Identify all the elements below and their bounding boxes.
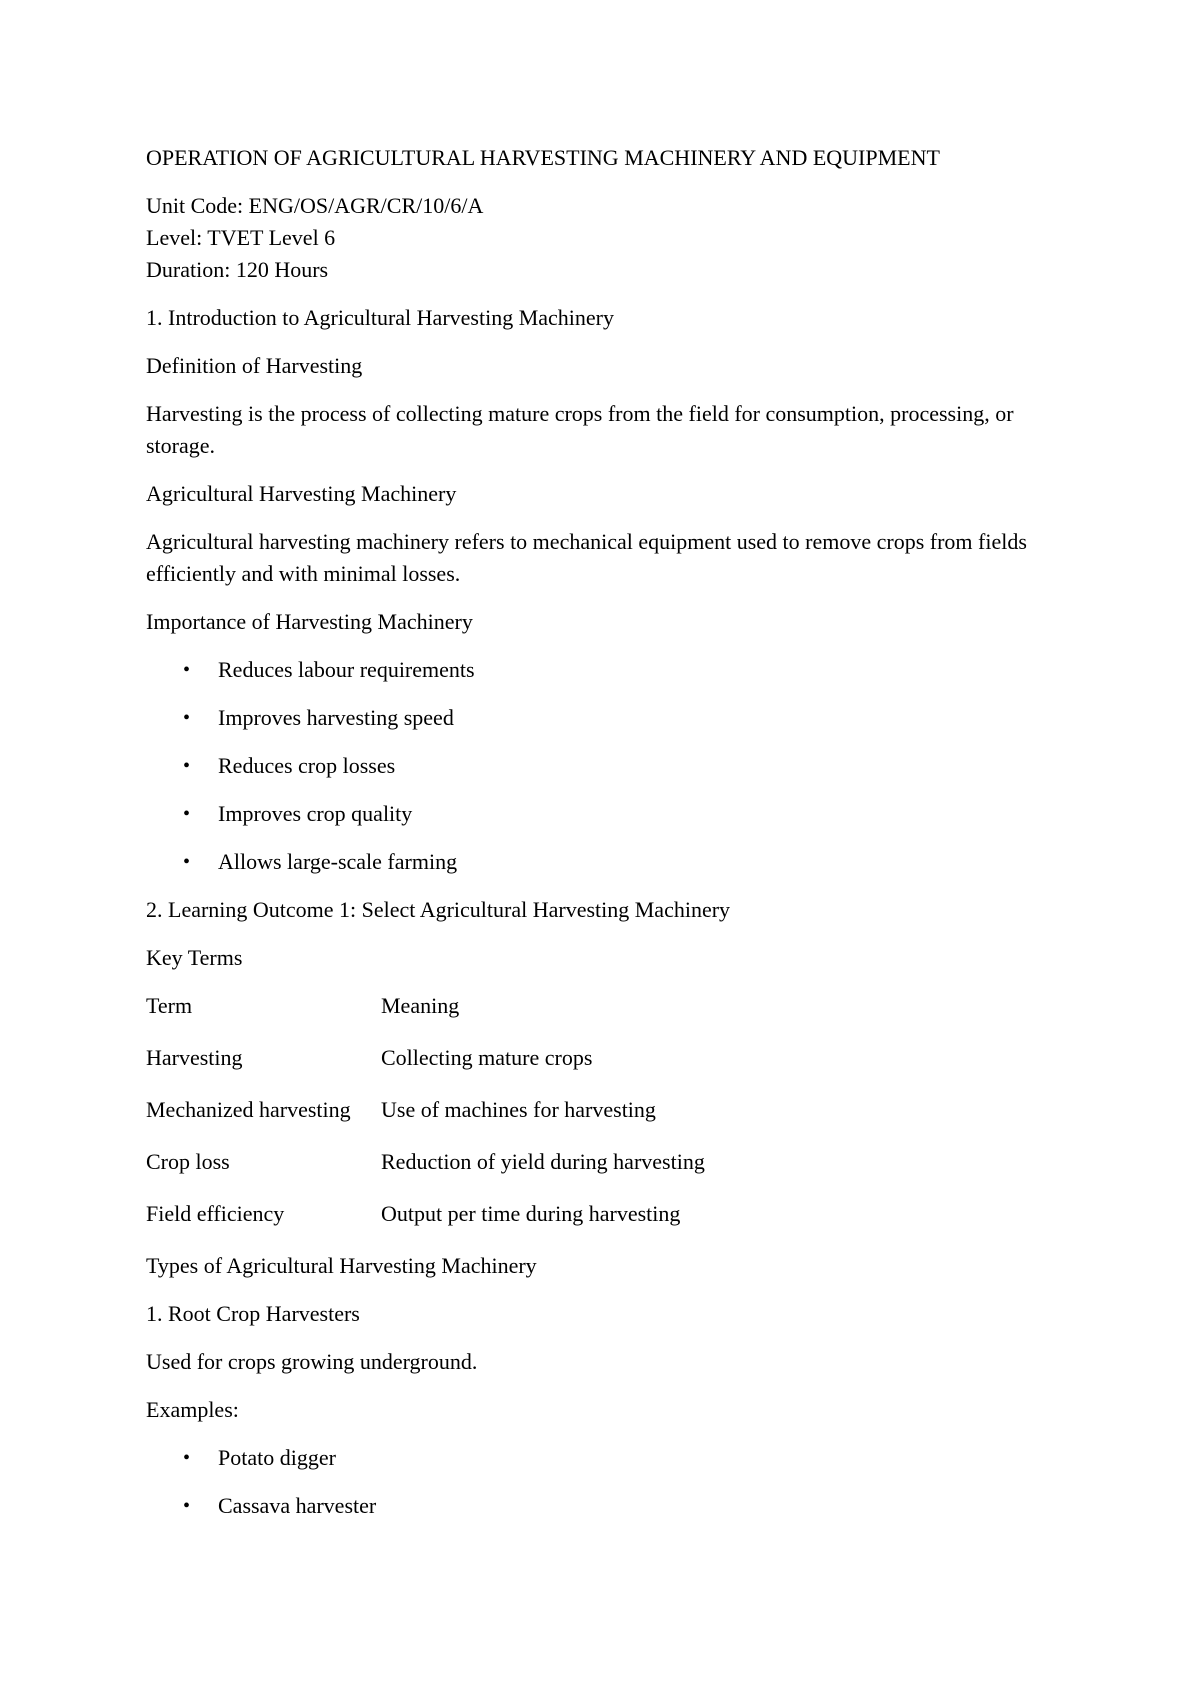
section-2-heading: 2. Learning Outcome 1: Select Agricultural Harvesting Machinery [146,897,731,922]
table-header-row [146,990,1076,1022]
meaning-cell: Use of machines for harvesting [381,1097,656,1122]
definition-heading: Definition of Harvesting [146,353,363,378]
list-item: • Potato digger [146,1442,1076,1474]
bullet-icon: • [183,803,191,825]
root-crop-heading: 1. Root Crop Harvesters [146,1301,360,1326]
list-item: • Improves harvesting speed [146,702,1076,734]
document-title: OPERATION OF AGRICULTURAL HARVESTING MACHINERY AND EQUIPMENT [146,145,940,170]
bullet-icon: • [183,659,191,681]
importance-heading: Importance of Harvesting Machinery [146,609,473,634]
term-cell: Crop loss [146,1149,230,1174]
term-cell: Harvesting [146,1045,243,1070]
list-item: • Improves crop quality [146,798,1076,830]
list-item: • Reduces labour requirements [146,654,1076,686]
meaning-cell: Output per time during harvesting [381,1201,681,1226]
table-row [146,1146,1076,1178]
list-item: • Cassava harvester [146,1490,1076,1522]
term-cell: Mechanized harvesting [146,1097,351,1122]
table-row [146,1042,1076,1074]
section-1-heading: 1. Introduction to Agricultural Harvesting Machinery [146,305,614,330]
table-row [146,1198,1076,1230]
examples-label: Examples: [146,1397,239,1422]
examples-list [146,1442,1076,1522]
bullet-icon: • [183,707,191,729]
types-heading: Types of Agricultural Harvesting Machinery [146,1253,537,1278]
machinery-heading: Agricultural Harvesting Machinery [146,481,457,506]
unit-metadata [146,190,1076,286]
unit-duration: Duration: 120 Hours [146,257,329,282]
definition-text: Harvesting is the process of collecting mature crops from the field for consumption, processing, or storage. [146,401,1014,458]
list-item: • Reduces crop losses [146,750,1076,782]
column-header-meaning: Meaning [381,993,460,1018]
importance-list [146,654,1076,878]
term-cell: Field efficiency [146,1201,285,1226]
meaning-cell: Reduction of yield during harvesting [381,1149,705,1174]
document-page [146,142,1076,1538]
machinery-text: Agricultural harvesting machinery refers to mechanical equipment used to remove crops from fields efficiently and with minimal losses. [146,529,1027,586]
bullet-icon: • [183,851,191,873]
unit-level: Level: TVET Level 6 [146,225,336,250]
meaning-cell: Collecting mature crops [381,1045,593,1070]
table-row [146,1094,1076,1126]
bullet-icon: • [183,1447,191,1469]
unit-code: Unit Code: ENG/OS/AGR/CR/10/6/A [146,193,484,218]
column-header-term: Term [146,993,193,1018]
key-terms-heading: Key Terms [146,945,243,970]
bullet-icon: • [183,1495,191,1517]
bullet-icon: • [183,755,191,777]
root-crop-text: Used for crops growing underground. [146,1349,478,1374]
key-terms-table [146,990,1076,1230]
list-item: • Allows large-scale farming [146,846,1076,878]
